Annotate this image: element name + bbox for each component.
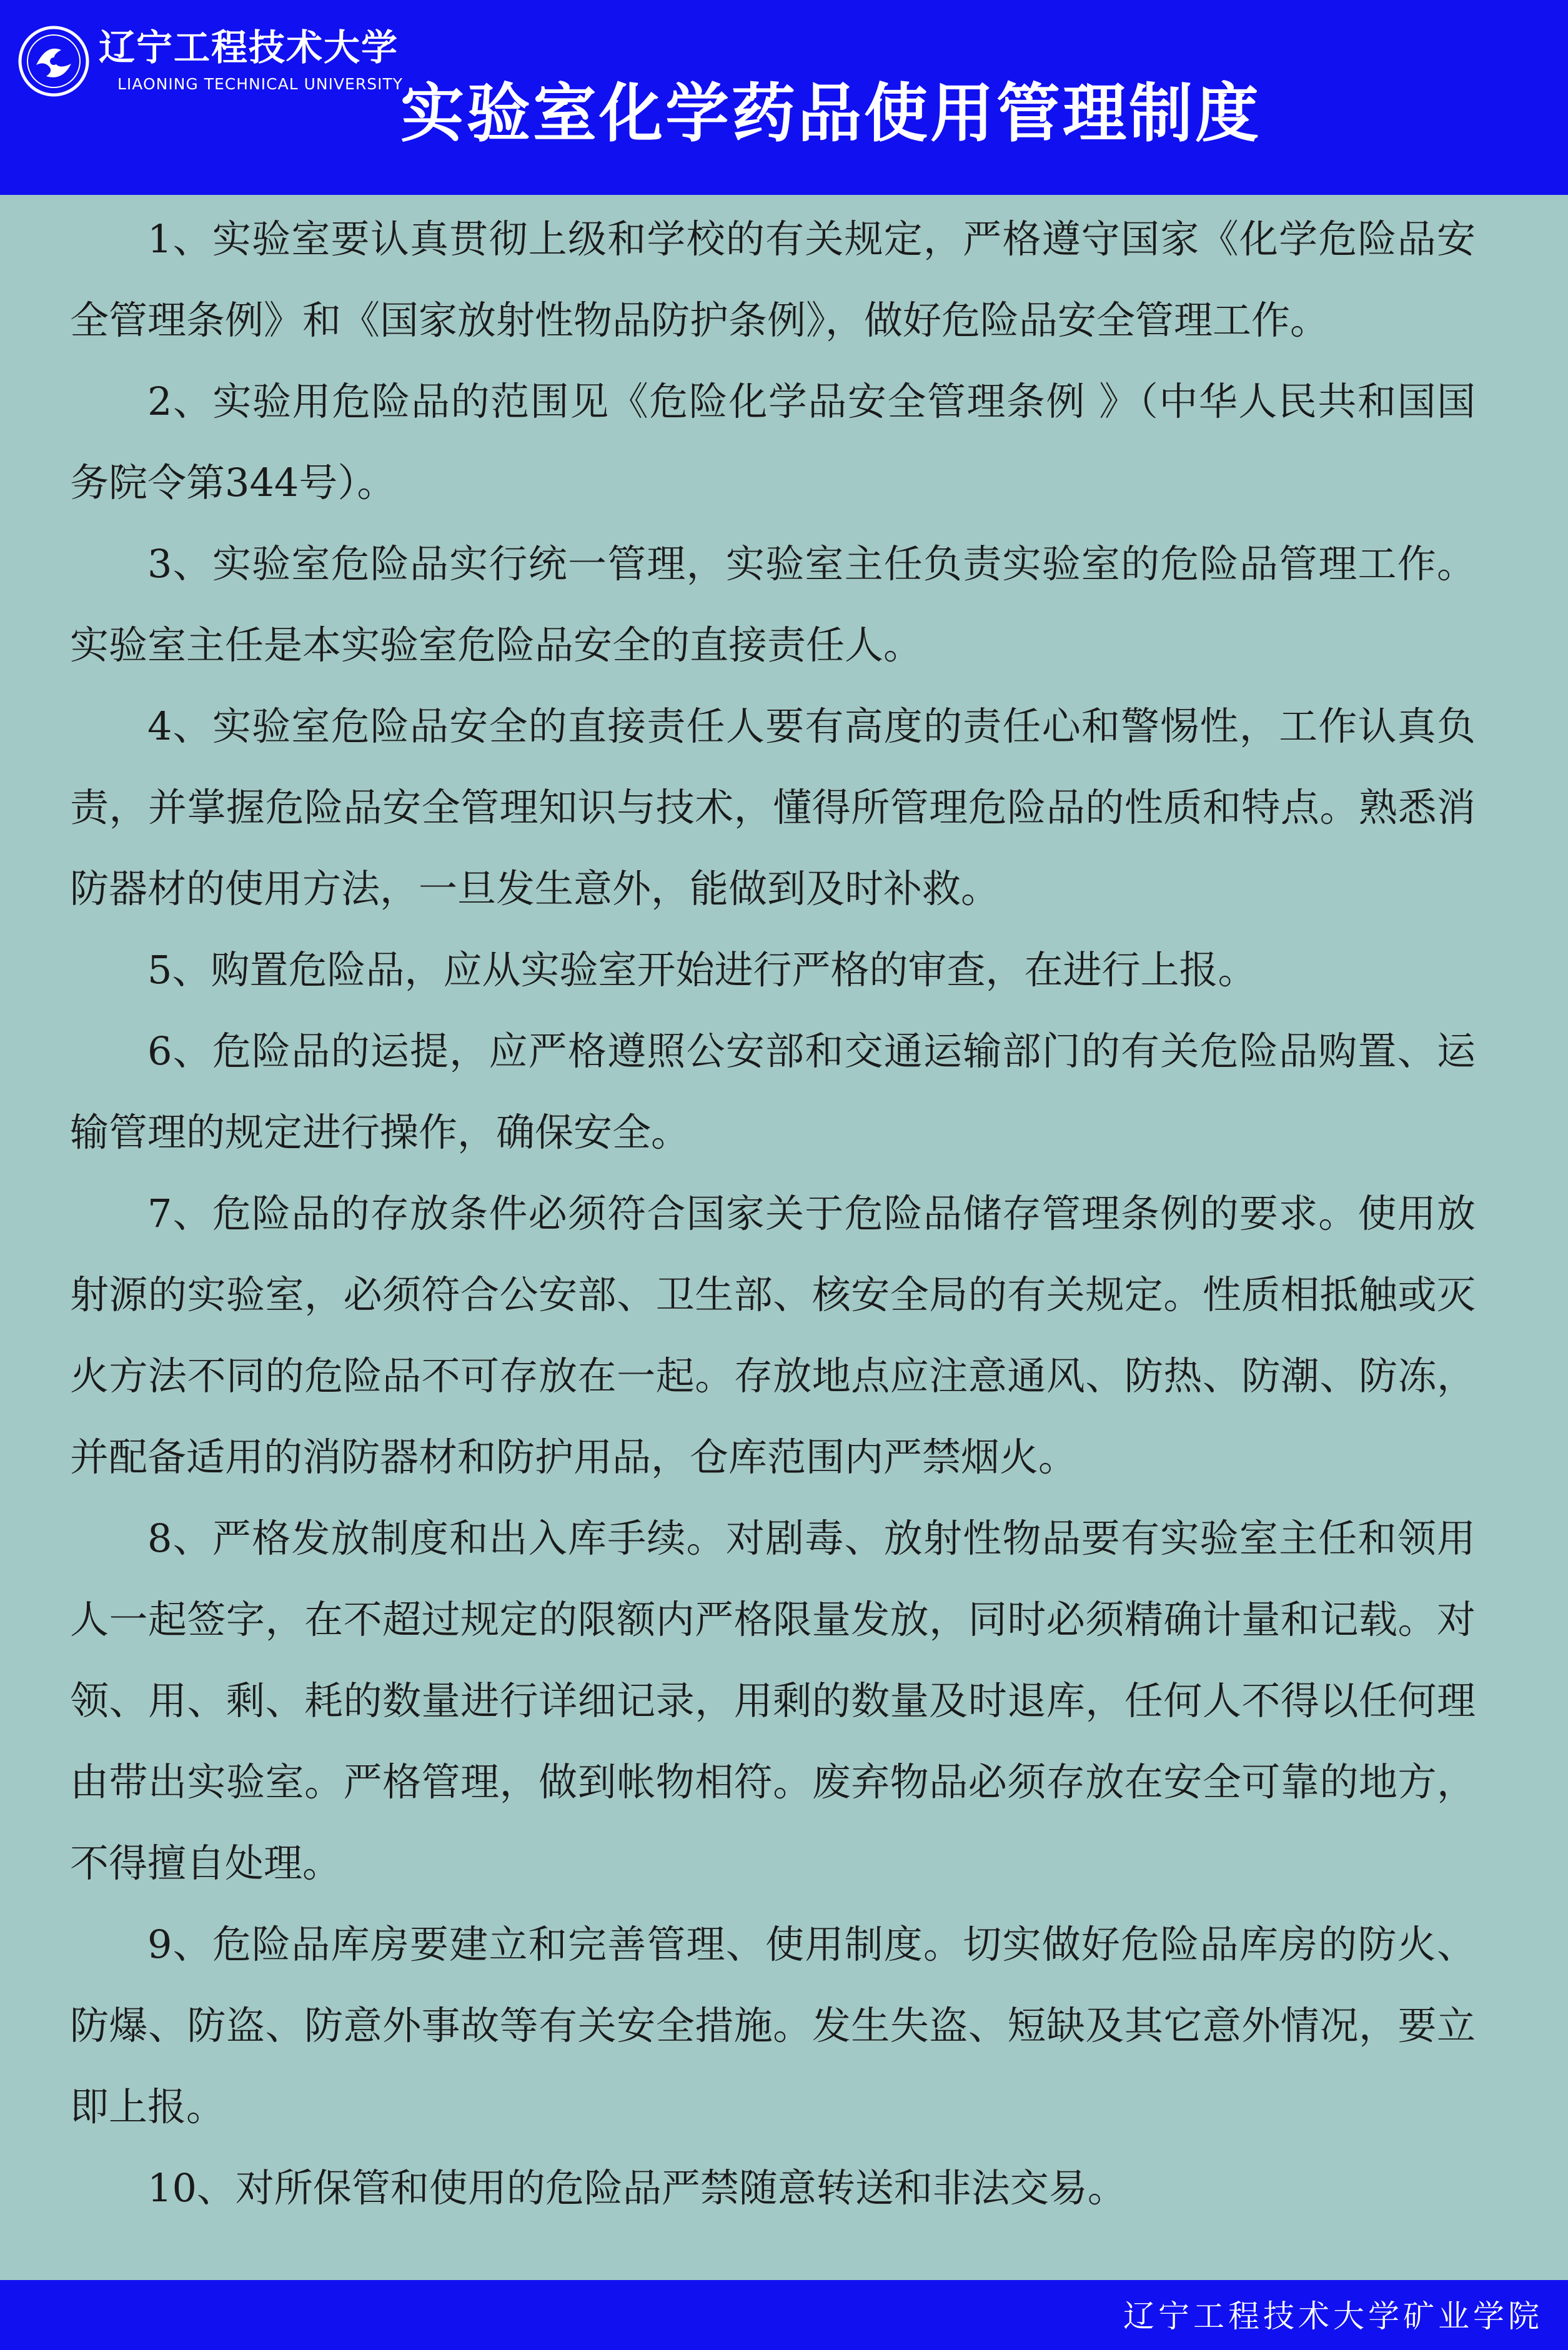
regulation-item-9: 9、危险品库房要建立和完善管理、使用制度。切实做好危险品库房的防火、防爆、防盗、防意外事故等有关安全措施。发生失盗、短缺及其它意外情况，要立即上报。: [70, 1921, 1476, 2129]
regulation-item-8: 8、严格发放制度和出入库手续。对剧毒、放射性物品要有实验室主任和领用人一起签字，在不超过规定的限额内严格限量发放，同时必须精确计量和记载。对领、用、剩、耗的数量进行详细记录，用剩的数量及时退库，任何人不得以任何理由带出实验室。严格管理，做到帐物相符。废弃物品必须存放在安全可靠的地方，不得擅自处理。: [70, 1515, 1476, 1886]
regulation-item-6: 6、危险品的运提，应严格遵照公安部和交通运输部门的有关危险品购置、运输管理的规定进行操作，确保安全。: [70, 1028, 1476, 1155]
footer-school-name: 辽宁工程技术大学矿业学院: [1123, 2298, 1543, 2334]
regulation-item-2: 2、实验用危险品的范围见《危险化学品安全管理条例 》（中华人民共和国国务院令第344号）。: [70, 379, 1476, 505]
logo-english-name: LIAONING TECHNICAL UNIVERSITY: [117, 75, 403, 93]
regulations-body: [70, 199, 1476, 2229]
regulation-item-3: 3、实验室危险品实行统一管理，实验室主任负责实验室的危险品管理工作。实验室主任是本实验室危险品安全的直接责任人。: [70, 541, 1476, 668]
header-banner: [0, 0, 1568, 195]
logo-chinese-name: 辽宁工程技术大学: [99, 26, 399, 69]
footer-banner: [0, 2280, 1568, 2350]
regulation-item-5: 5、购置危险品，应从实验室开始进行严格的审查，在进行上报。: [147, 947, 1257, 993]
regulation-item-1: 1、实验室要认真贯彻上级和学校的有关规定，严格遵守国家《化学危险品安全管理条例》和《国家放射性物品防护条例》，做好危险品安全管理工作。: [70, 216, 1476, 343]
regulation-item-7: 7、危险品的存放条件必须符合国家关于危险品储存管理条例的要求。使用放射源的实验室，必须符合公安部、卫生部、核安全局的有关规定。性质相抵触或灭火方法不同的危险品不可存放在一起。存放地点应注意通风、防热、防潮、防冻，并配备适用的消防器材和防护用品，仓库范围内严禁烟火。: [70, 1191, 1476, 1480]
page-title: 实验室化学药品使用管理制度: [400, 77, 1261, 151]
regulation-item-10: 10、对所保管和使用的危险品严禁随意转送和非法交易。: [147, 2165, 1126, 2211]
regulation-item-4: 4、实验室危险品安全的直接责任人要有高度的责任心和警惕性，工作认真负责，并掌握危险品安全管理知识与技术，懂得所管理危险品的性质和特点。熟悉消防器材的使用方法，一旦发生意外，能做到及时补救。: [70, 703, 1476, 911]
